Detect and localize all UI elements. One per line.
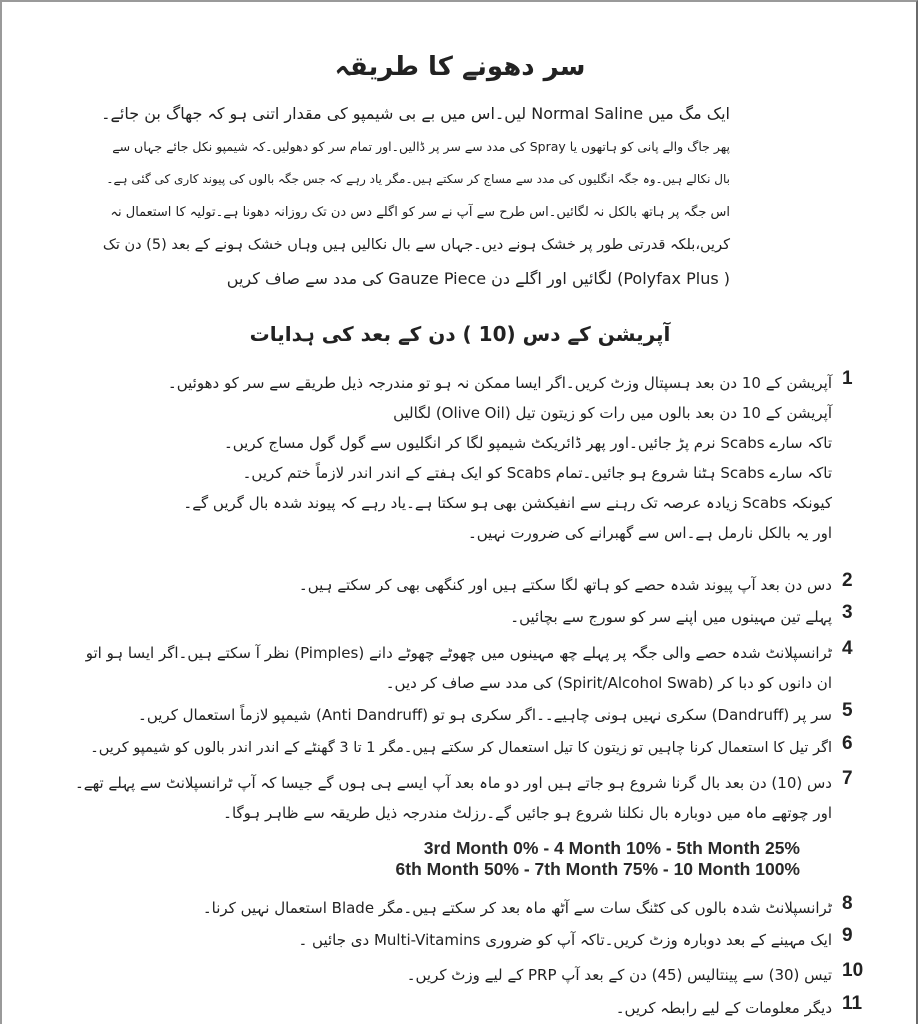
item-line: دس (10) دن بعد بال گرنا شروع ہو جاتے ہیں اور دو ماہ بعد آپ ایسے ہی ہوں گے جیسا کہ آپ ٹرانسپلانٹ سے پہلے تھے۔ — [74, 774, 832, 792]
item-number: 6 — [842, 733, 853, 754]
item-line: ٹرانسپلانٹ شدہ بالوں کی کٹنگ سات سے آٹھ ماہ بعد کر سکتے ہیں۔مگر Blade استعمال نہیں کرنا۔ — [202, 899, 832, 917]
intro-line: ایک مگ میں Normal Saline لیں۔اس میں بے بی شیمپو کی مقدار اتنی ہو کہ جھاگ بن جائے۔ — [101, 104, 730, 123]
item-line: ان دانوں کو دبا کر (Spirit/Alcohol Swab) کی مدد سے صاف کر دیں۔ — [385, 674, 832, 692]
instruction-item — [72, 733, 853, 763]
intro-line: بال نکالے ہیں۔وہ جگہ انگلیوں کی مدد سے مساج کر سکتے ہیں۔مگر یاد رہے کہ جس جگہ بالوں کی پیوند کاری کی گئی ہے۔ — [106, 172, 730, 186]
item-number: 9 — [842, 925, 853, 946]
item-number: 7 — [842, 768, 853, 789]
item-number: 8 — [842, 893, 853, 914]
instruction-item — [72, 700, 853, 730]
item-line: تاکہ سارے Scabs نرم پڑ جائیں۔اور پھر ڈائریکٹ شیمپو لگا کر انگلیوں سے گول گول مساج کریں۔ — [223, 434, 832, 452]
item-line: کیونکہ Scabs زیادہ عرصہ تک رہنے سے انفیکشن بھی ہو سکتا ہے۔یاد رہے کہ پیوند شدہ بال گریں گے۔ — [183, 494, 832, 512]
intro-line: اس جگہ پر ہاتھ بالکل نہ لگائیں۔اس طرح سے آپ نے سر کو اگلے دس دن تک روزانہ دھونا ہے۔تولیہ کا استعمال نہ — [110, 205, 730, 220]
item-line: دیگر معلومات کے لیے رابطہ کریں۔ — [615, 999, 832, 1017]
growth-progress-line: 3rd Month 0% - 4 Month 10% - 5th Month 25% — [423, 838, 800, 858]
instruction-item — [72, 960, 864, 990]
item-line: آپریشن کے 10 دن بعد ہسپتال وزٹ کریں۔اگر ایسا ممکن نہ ہو تو مندرجہ ذیل طریقے سے سر کو دھوئیں۔ — [167, 374, 832, 392]
item-line: پہلے تین مہینوں میں اپنے سر کو سورج سے بچائیں۔ — [510, 608, 832, 626]
instruction-item — [72, 993, 863, 1023]
intro-line: کریں،بلکہ قدرتی طور پر خشک ہونے دیں۔جہاں سے بال نکالیں ہیں وہاں خشک ہونے کے بعد (5) دن تک — [102, 237, 730, 253]
item-number: 10 — [842, 960, 864, 981]
section-heading: آپریشن کے دس (10 ) دن کے بعد کی ہدایات — [249, 322, 671, 346]
item-number: 1 — [842, 368, 853, 389]
item-number: 5 — [842, 700, 853, 721]
item-line: سر پر (Dandruff) سکری نہیں ہونی چاہیے۔۔اگر سکری ہو تو (Anti Dandruff) شیمپو لازماً استعمال کریں۔ — [138, 706, 832, 724]
item-number: 11 — [842, 993, 863, 1014]
intro-line: ( Polyfax Plus) لگائیں اور اگلے دن Gauze Piece کی مدد سے صاف کریں — [226, 269, 730, 288]
item-line: اگر تیل کا استعمال کرنا چاہیں تو زیتون کا تیل استعمال کر سکتے ہیں۔مگر 1 تا 3 گھنٹے کے اندر اندر بالوں کو شیمپو کریں۔ — [90, 740, 832, 756]
item-number: 4 — [842, 638, 853, 659]
item-line: تاکہ سارے Scabs ہٹنا شروع ہو جائیں۔تمام Scabs کو ایک ہفتے کے اندر اندر لازماً ختم کریں۔ — [242, 464, 832, 482]
instruction-item — [72, 893, 853, 923]
page-title: سر دھونے کا طریقہ — [334, 52, 586, 82]
item-line: تیس (30) سے پینتالیس (45) دن کے بعد آپ PRP کے لیے وزٹ کریں۔ — [406, 966, 832, 984]
item-line: ٹرانسپلانٹ شدہ حصے والی جگہ پر پہلے چھ مہینوں میں چھوٹے چھوٹے دانے (Pimples) نظر آ سکتے ہیں۔اگر ایسا ہو اتو — [85, 644, 832, 662]
instruction-item — [72, 368, 853, 548]
instruction-item — [72, 570, 853, 600]
item-number: 3 — [842, 602, 853, 623]
item-line: دس دن بعد آپ پیوند شدہ حصے کو ہاتھ لگا سکتے ہیں اور کنگھی بھی کر سکتے ہیں۔ — [298, 576, 832, 594]
item-line: آپریشن کے 10 دن بعد بالوں میں رات کو زیتون تیل (Olive Oil) لگالیں — [393, 404, 832, 422]
instruction-item — [72, 602, 853, 632]
growth-progress-line: 6th Month 50% - 7th Month 75% - 10 Month 100% — [395, 859, 800, 879]
growth-progress — [300, 838, 800, 880]
instruction-item — [72, 925, 853, 955]
intro-line: پھر جاگ والے پانی کو ہاتھوں یا Spray کی مدد سے سر پر ڈالیں۔اور تمام سر کو دھولیں۔کہ شیمپو نکل جائے جہاں سے — [112, 139, 730, 154]
instruction-item — [72, 768, 853, 828]
item-line: اور یہ بالکل نارمل ہے۔اس سے گھبرانے کی ضرورت نہیں۔ — [467, 524, 832, 542]
item-number: 2 — [842, 570, 853, 591]
item-line: اور چوتھے ماہ میں دوبارہ بال نکلنا شروع ہو جائیں گے۔رزلٹ مندرجہ ذیل طریقہ سے ظاہر ہوگا۔ — [223, 804, 832, 822]
item-line: ایک مہینے کے بعد دوبارہ وزٹ کریں۔تاکہ آپ کو ضروری Multi-Vitamins دی جائیں ۔ — [298, 931, 832, 949]
instruction-item — [72, 638, 853, 698]
